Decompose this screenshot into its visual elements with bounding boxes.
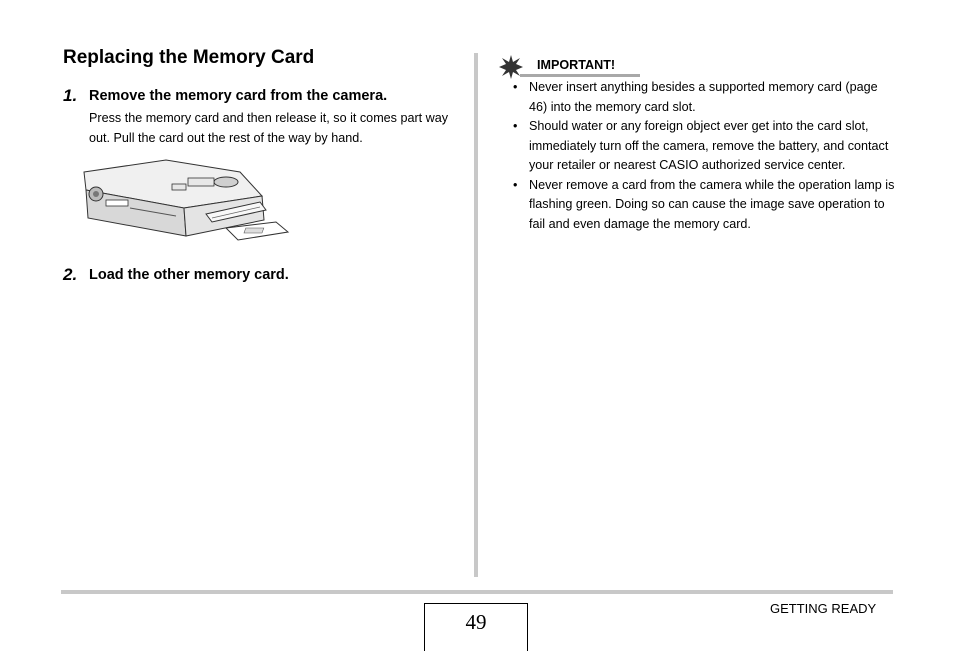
list-item: • Should water or any foreign object ever get into the card slot, immediately turn off the camera, remove the battery, and contact your retailer or nearest CASIO authorized service center. — [513, 117, 898, 176]
step-2-heading: Load the other memory card. — [89, 267, 289, 283]
page-number-box — [424, 603, 528, 651]
step-1-number: 1. — [63, 86, 78, 105]
column-divider — [474, 53, 478, 577]
step-1-body: Press the memory card and then release it, so it comes part way out. Pull the card out the rest of the way by hand. — [89, 111, 449, 145]
step-1-heading: Remove the memory card from the camera. — [89, 88, 388, 104]
list-item: • Never remove a card from the camera while the operation lamp is flashing green. Doing so can cause the image save operation to fail and even damage the memory card. — [513, 176, 898, 235]
step-2-number: 2. — [63, 265, 78, 284]
important-label: IMPORTANT! — [537, 58, 616, 72]
footer-section-name[interactable]: GETTING READY — [770, 601, 877, 616]
list-item: • Never insert anything besides a supported memory card (page 46) into the memory card slot. — [513, 78, 898, 117]
page-number: 49 — [465, 610, 487, 634]
important-list — [513, 78, 898, 234]
footer-rule — [61, 590, 893, 594]
section-title: Replacing the Memory Card — [63, 47, 315, 68]
camera-card-illustration — [80, 156, 292, 248]
important-underline — [520, 74, 640, 77]
